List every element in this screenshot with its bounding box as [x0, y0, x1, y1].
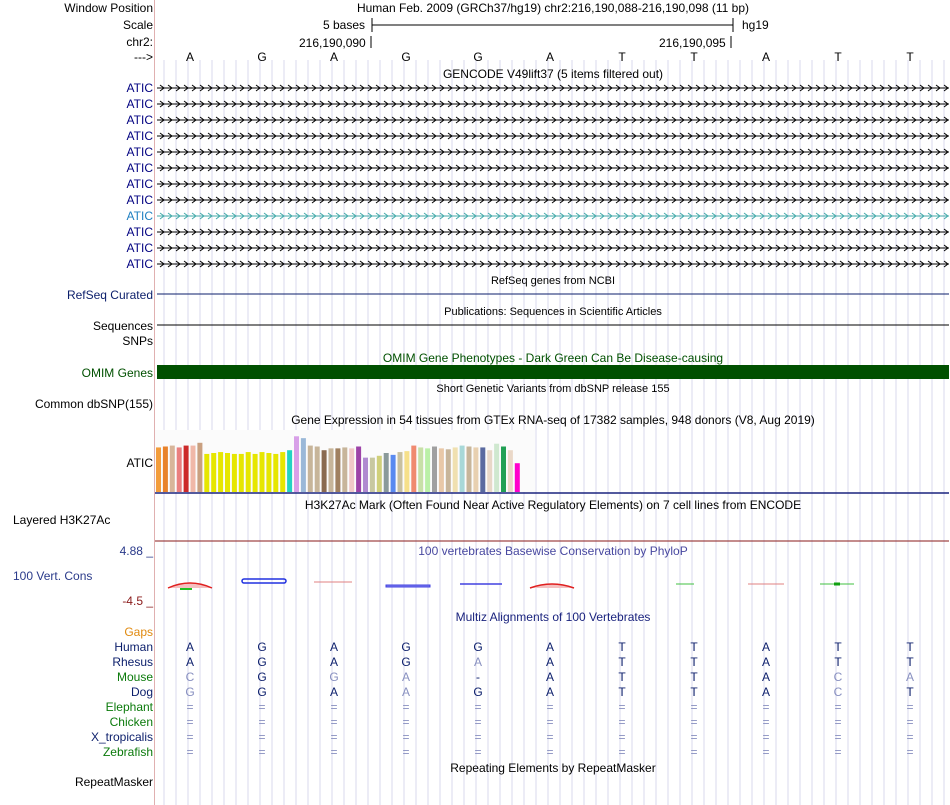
- species-label[interactable]: Chicken: [109, 715, 153, 729]
- gtex-bar: [266, 453, 271, 492]
- alignment-base: =: [186, 730, 194, 744]
- gtex-bar: [467, 447, 472, 493]
- label-column-divider: [154, 0, 155, 805]
- gencode-item-label[interactable]: ATIC: [126, 209, 153, 223]
- alignment-base: =: [330, 715, 338, 729]
- base-letter: T: [834, 50, 842, 64]
- alignment-base: A: [761, 685, 770, 699]
- gtex-bar: [494, 444, 499, 492]
- alignment-base: T: [834, 655, 842, 669]
- gtex-bar: [253, 454, 258, 492]
- gtex-bar: [287, 450, 292, 492]
- alignment-base: G: [257, 655, 267, 669]
- alignment-base: T: [906, 640, 914, 654]
- alignment-base: -: [476, 670, 480, 684]
- alignment-base: =: [258, 715, 266, 729]
- gencode-item-label[interactable]: ATIC: [126, 97, 153, 111]
- species-label[interactable]: X_tropicalis: [90, 730, 153, 744]
- species-label[interactable]: Zebrafish: [102, 745, 153, 759]
- gencode-item-label[interactable]: ATIC: [126, 225, 153, 239]
- gtex-label[interactable]: ATIC: [126, 456, 153, 470]
- dbsnp-label[interactable]: Common dbSNP(155): [34, 397, 153, 411]
- alignment-base: T: [690, 640, 698, 654]
- gtex-bar: [260, 452, 265, 492]
- alignment-base: =: [762, 715, 770, 729]
- alignment-base: C: [833, 670, 843, 684]
- gtex-bar: [411, 446, 416, 492]
- gencode-item-label[interactable]: ATIC: [126, 257, 153, 271]
- alignment-base: =: [546, 715, 554, 729]
- gtex-bar: [273, 454, 278, 492]
- alignment-base: T: [618, 670, 626, 684]
- gtex-bar: [515, 463, 520, 492]
- gtex-bar: [204, 454, 209, 492]
- gencode-item-label[interactable]: ATIC: [126, 161, 153, 175]
- alignment-base: =: [834, 700, 842, 714]
- gtex-bar: [342, 447, 347, 492]
- gtex-bar: [294, 436, 299, 492]
- base-letter: G: [473, 50, 483, 64]
- species-label[interactable]: Elephant: [105, 700, 153, 714]
- gtex-bar: [225, 453, 230, 492]
- base-letter: A: [761, 50, 770, 64]
- alignment-base: =: [186, 700, 194, 714]
- gtex-bar: [425, 448, 430, 492]
- species-label[interactable]: Mouse: [116, 670, 153, 684]
- ruler-title: Human Feb. 2009 (GRCh37/hg19) chr2:216,190,088-216,190,098 (11 bp): [356, 1, 750, 15]
- alignment-base: =: [546, 700, 554, 714]
- alignment-base: A: [401, 670, 410, 684]
- gtex-track-title: Gene Expression in 54 tissues from GTEx RNA-seq of 17382 samples, 948 donors (V8, Aug 2019): [291, 413, 815, 427]
- repeatmasker-track-title: Repeating Elements by RepeatMasker: [450, 761, 656, 775]
- alignment-base: A: [329, 685, 338, 699]
- alignment-base: =: [474, 700, 482, 714]
- gencode-item-label[interactable]: ATIC: [126, 145, 153, 159]
- alignment-base: A: [545, 685, 554, 699]
- gtex-bar: [322, 450, 327, 492]
- multiz-track-title: Multiz Alignments of 100 Vertebrates: [455, 610, 651, 624]
- alignment-base: T: [690, 685, 698, 699]
- alignment-base: =: [834, 715, 842, 729]
- gtex-bar: [501, 447, 506, 493]
- refseq-track-title: RefSeq genes from NCBI: [490, 275, 616, 287]
- alignment-base: =: [762, 700, 770, 714]
- alignment-base: =: [546, 730, 554, 744]
- alignment-base: T: [834, 640, 842, 654]
- alignment-base: =: [402, 730, 410, 744]
- alignment-base: C: [185, 670, 195, 684]
- alignment-base: A: [761, 655, 770, 669]
- alignment-base: =: [906, 700, 914, 714]
- window-position-label: Window Position: [64, 1, 153, 15]
- gtex-bar: [446, 449, 451, 492]
- dbsnp-track-title: Short Genetic Variants from dbSNP release 155: [436, 383, 670, 395]
- gtex-bar: [170, 446, 175, 492]
- alignment-base: T: [906, 685, 914, 699]
- gtex-bar: [239, 454, 244, 492]
- alignment-base: A: [473, 655, 482, 669]
- alignment-base: =: [834, 745, 842, 759]
- alignment-base: G: [185, 685, 195, 699]
- alignment-base: =: [690, 745, 698, 759]
- gtex-bar: [218, 452, 223, 492]
- alignment-base: =: [906, 730, 914, 744]
- gtex-bar: [280, 452, 285, 492]
- snps-label[interactable]: SNPs: [122, 334, 153, 348]
- h3k27ac-track-title: H3K27Ac Mark (Often Found Near Active Regulatory Elements) on 7 cell lines from ENCODE: [304, 498, 802, 512]
- alignment-base: G: [473, 685, 483, 699]
- species-label[interactable]: Human: [114, 640, 153, 654]
- gtex-bar: [356, 447, 361, 493]
- position-right: 216,190,095: [659, 36, 726, 50]
- alignment-base: =: [834, 730, 842, 744]
- species-label[interactable]: Dog: [130, 685, 153, 699]
- gencode-item-label[interactable]: ATIC: [126, 193, 153, 207]
- gtex-bar: [439, 448, 444, 492]
- alignment-base: =: [690, 700, 698, 714]
- gencode-item-label[interactable]: ATIC: [126, 81, 153, 95]
- alignment-base: =: [402, 715, 410, 729]
- base-letter: A: [545, 50, 554, 64]
- assembly-label: hg19: [742, 18, 769, 32]
- gencode-item-label[interactable]: ATIC: [126, 177, 153, 191]
- gtex-bar: [232, 454, 237, 492]
- base-letter: A: [329, 50, 338, 64]
- gtex-bar: [404, 451, 409, 492]
- gtex-bar: [453, 447, 458, 492]
- base-letter: G: [401, 50, 411, 64]
- phylop-max: 4.88 _: [119, 544, 153, 558]
- alignment-base: A: [761, 640, 770, 654]
- alignment-base: T: [618, 655, 626, 669]
- alignment-base: A: [545, 670, 554, 684]
- alignment-base: G: [401, 640, 411, 654]
- phylop-label[interactable]: 100 Vert. Cons: [13, 569, 93, 583]
- gtex-bar: [246, 452, 251, 492]
- publications-track-title: Publications: Sequences in Scientific Articles: [444, 306, 662, 318]
- gtex-bar: [487, 450, 492, 492]
- alignment-base: G: [329, 670, 339, 684]
- gtex-bar: [315, 447, 320, 493]
- alignment-base: A: [545, 655, 554, 669]
- alignment-base: G: [401, 655, 411, 669]
- alignment-base: =: [474, 730, 482, 744]
- phylop-mark: [530, 584, 574, 588]
- gtex-bar: [335, 448, 340, 492]
- gtex-bar: [163, 447, 168, 493]
- alignment-base: A: [905, 670, 914, 684]
- alignment-base: =: [402, 700, 410, 714]
- alignment-base: =: [762, 730, 770, 744]
- alignment-base: =: [690, 730, 698, 744]
- alignment-base: =: [330, 700, 338, 714]
- base-letter: T: [618, 50, 626, 64]
- omim-track-title: OMIM Gene Phenotypes - Dark Green Can Be Disease-causing: [382, 351, 724, 365]
- gtex-bar: [197, 443, 202, 492]
- alignment-base: =: [618, 700, 626, 714]
- alignment-base: =: [258, 700, 266, 714]
- alignment-base: =: [474, 715, 482, 729]
- gtex-bar: [329, 448, 334, 492]
- gtex-bar: [308, 446, 313, 492]
- gtex-bar: [398, 452, 403, 492]
- phylop-track-title: 100 vertebrates Basewise Conservation by PhyloP: [418, 544, 688, 558]
- repeatmasker-label[interactable]: RepeatMasker: [74, 775, 153, 789]
- gtex-bar: [301, 438, 306, 492]
- gencode-item-label[interactable]: ATIC: [126, 241, 153, 255]
- alignment-base: =: [690, 715, 698, 729]
- alignment-base: T: [690, 655, 698, 669]
- alignment-base: A: [761, 670, 770, 684]
- phylop-mark: [242, 579, 286, 583]
- gencode-item-label[interactable]: ATIC: [126, 113, 153, 127]
- alignment-base: A: [401, 685, 410, 699]
- gtex-bar: [191, 446, 196, 492]
- alignment-base: =: [546, 745, 554, 759]
- phylop-mark: [386, 585, 430, 587]
- alignment-base: G: [257, 640, 267, 654]
- alignment-base: =: [330, 730, 338, 744]
- base-letter: T: [906, 50, 914, 64]
- gtex-bar: [156, 447, 161, 492]
- gtex-bar: [377, 456, 382, 492]
- alignment-base: T: [618, 685, 626, 699]
- alignment-base: =: [618, 745, 626, 759]
- alignment-base: A: [185, 640, 194, 654]
- alignment-base: A: [329, 655, 338, 669]
- gencode-track-title: GENCODE V49lift37 (5 items filtered out): [442, 67, 664, 81]
- gtex-bar: [349, 448, 354, 492]
- base-letter: T: [690, 50, 698, 64]
- gtex-bar: [211, 453, 216, 492]
- alignment-base: =: [474, 745, 482, 759]
- alignment-base: T: [906, 655, 914, 669]
- publications-label[interactable]: Sequences: [92, 319, 153, 333]
- gtex-bar: [363, 458, 368, 492]
- species-label[interactable]: Rhesus: [112, 655, 153, 669]
- alignment-base: =: [258, 730, 266, 744]
- alignment-base: =: [258, 745, 266, 759]
- alignment-base: T: [690, 670, 698, 684]
- alignment-base: A: [545, 640, 554, 654]
- gtex-bar: [508, 450, 513, 492]
- alignment-base: T: [618, 640, 626, 654]
- scale-text: 5 bases: [323, 18, 366, 32]
- position-left: 216,190,090: [299, 36, 366, 50]
- h3k27ac-label[interactable]: Layered H3K27Ac: [13, 513, 111, 527]
- omim-label[interactable]: OMIM Genes: [81, 366, 153, 380]
- gencode-item-label[interactable]: ATIC: [126, 129, 153, 143]
- refseq-label[interactable]: RefSeq Curated: [66, 288, 153, 302]
- alignment-base: =: [762, 745, 770, 759]
- gtex-bar: [460, 446, 465, 492]
- scale-label: Scale: [122, 18, 153, 32]
- alignment-base: =: [906, 715, 914, 729]
- alignment-base: =: [402, 745, 410, 759]
- alignment-base: =: [906, 745, 914, 759]
- alignment-base: G: [473, 640, 483, 654]
- alignment-base: =: [618, 730, 626, 744]
- gtex-bar: [370, 458, 375, 492]
- omim-feature-bar[interactable]: [157, 365, 949, 379]
- gtex-bar: [177, 447, 182, 492]
- gtex-bar: [432, 447, 437, 493]
- phylop-mark: [168, 583, 212, 588]
- gtex-bar: [184, 446, 189, 492]
- alignment-base: A: [185, 655, 194, 669]
- base-letter: G: [257, 50, 267, 64]
- gtex-bar: [418, 447, 423, 492]
- phylop-min: -4.5 _: [122, 594, 153, 608]
- alignment-base: =: [330, 745, 338, 759]
- alignment-base: G: [257, 670, 267, 684]
- gtex-bar: [391, 455, 396, 492]
- base-letter: A: [185, 50, 194, 64]
- gaps-label[interactable]: Gaps: [124, 625, 153, 639]
- gtex-bar: [384, 453, 389, 492]
- alignment-base: =: [618, 715, 626, 729]
- alignment-base: A: [329, 640, 338, 654]
- alignment-base: C: [833, 685, 843, 699]
- gtex-bar: [473, 447, 478, 492]
- alignment-base: G: [257, 685, 267, 699]
- alignment-base: =: [186, 715, 194, 729]
- alignment-base: =: [186, 745, 194, 759]
- gtex-bar: [480, 447, 485, 492]
- strand-label: --->: [134, 50, 153, 64]
- chrom-label: chr2:: [126, 35, 153, 49]
